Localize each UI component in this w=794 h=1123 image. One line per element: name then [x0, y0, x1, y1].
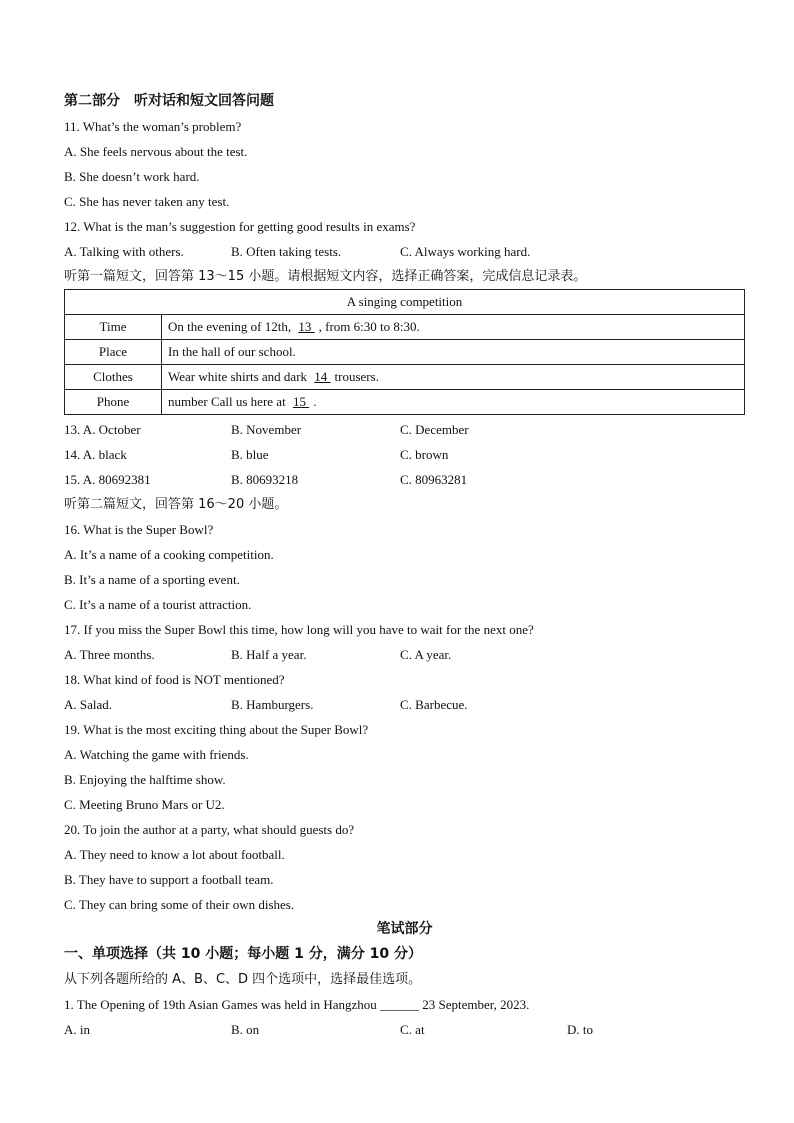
- q18-option-a: A. Salad.: [64, 697, 113, 712]
- time-post: , from 6:30 to 8:30.: [318, 319, 420, 334]
- q13-option-c: C. December: [400, 422, 469, 437]
- q16-option-c: C. It’s a name of a tourist attraction.: [64, 597, 252, 612]
- question-11: 11. What’s the woman’s problem?: [64, 119, 242, 134]
- table-title: A singing competition: [65, 290, 745, 315]
- q15-option-c: C. 80963281: [400, 472, 468, 487]
- passage1-intro: 听第一篇短文，回答第 13～15 小题。请根据短文内容，选择正确答案，完成信息记录表。: [64, 269, 587, 284]
- part2-heading: 第二部分 听对话和短文回答问题: [64, 93, 274, 109]
- time-pre: On the evening of 12th,: [168, 319, 295, 334]
- q20-option-b: B. They have to support a football team.: [64, 872, 274, 887]
- q15-options: [64, 467, 745, 492]
- q17-options: [64, 642, 745, 667]
- question-18: 18. What kind of food is NOT mentioned?: [64, 672, 285, 687]
- blank-14: 14: [314, 369, 331, 384]
- q15-option-a: 15. A. 80692381: [64, 472, 151, 487]
- q17-option-c: C. A year.: [400, 647, 452, 662]
- phone-post: .: [313, 394, 317, 409]
- clothes-post: trousers.: [334, 369, 379, 384]
- q12-option-b: B. Often taking tests.: [231, 244, 342, 259]
- q19-option-a: A. Watching the game with friends.: [64, 747, 249, 762]
- q19-option-b: B. Enjoying the halftime show.: [64, 772, 226, 787]
- question-16: 16. What is the Super Bowl?: [64, 522, 214, 537]
- q16-option-a: A. It’s a name of a cooking competition.: [64, 547, 274, 562]
- time-label: Time: [65, 315, 162, 340]
- place-label: Place: [65, 340, 162, 365]
- q1-options: [64, 1017, 745, 1042]
- question-20: 20. To join the author at a party, what should guests do?: [64, 822, 355, 837]
- q17-option-b: B. Half a year.: [231, 647, 307, 662]
- q16-option-b: B. It’s a name of a sporting event.: [64, 572, 240, 587]
- q13-option-a: 13. A. October: [64, 422, 141, 437]
- blank-13: 13: [298, 319, 315, 334]
- q12-options: [64, 239, 745, 264]
- q13-option-b: B. November: [231, 422, 302, 437]
- q11-option-c: C. She has never taken any test.: [64, 194, 230, 209]
- q1-option-b: B. on: [231, 1022, 260, 1037]
- question-17: 17. If you miss the Super Bowl this time, how long will you have to wait for the next one?: [64, 622, 534, 637]
- clothes-pre: Wear white shirts and dark: [168, 369, 311, 384]
- q12-option-c: C. Always working hard.: [400, 244, 531, 259]
- place-value: In the hall of our school.: [162, 340, 745, 365]
- section1-instructions: 从下列各题所给的 A、B、C、D 四个选项中，选择最佳选项。: [64, 972, 422, 987]
- q11-option-b: B. She doesn’t work hard.: [64, 169, 200, 184]
- q20-option-a: A. They need to know a lot about football.: [64, 847, 285, 862]
- q11-option-a: A. She feels nervous about the test.: [64, 144, 248, 159]
- q19-option-c: C. Meeting Bruno Mars or U2.: [64, 797, 225, 812]
- question-12: 12. What is the man’s suggestion for getting good results in exams?: [64, 219, 416, 234]
- info-record-table: [64, 289, 745, 415]
- q14-option-b: B. blue: [231, 447, 269, 462]
- q18-option-c: C. Barbecue.: [400, 697, 468, 712]
- q12-option-a: A. Talking with others.: [64, 244, 184, 259]
- question-1: 1. The Opening of 19th Asian Games was held in Hangzhou ______ 23 September, 2023.: [64, 997, 530, 1012]
- section1-title: 一、单项选择（共 10 小题；每小题 1 分，满分 10 分）: [64, 946, 422, 962]
- q17-option-a: A. Three months.: [64, 647, 155, 662]
- q14-options: [64, 442, 745, 467]
- table-row: [65, 315, 745, 340]
- exam-page: [64, 88, 745, 1042]
- blank-15: 15: [292, 394, 310, 409]
- q18-options: [64, 692, 745, 717]
- clothes-value: [162, 365, 745, 390]
- phone-label: Phone: [65, 390, 162, 415]
- q1-option-c: C. at: [400, 1022, 425, 1037]
- clothes-label: Clothes: [65, 365, 162, 390]
- written-part-heading: 笔试部分: [376, 921, 433, 937]
- q1-option-a: A. in: [64, 1022, 90, 1037]
- table-row: [65, 365, 745, 390]
- q20-option-c: C. They can bring some of their own dishes.: [64, 897, 295, 912]
- table-row: [65, 390, 745, 415]
- q14-option-c: C. brown: [400, 447, 449, 462]
- q14-option-a: 14. A. black: [64, 447, 127, 462]
- q1-option-d: D. to: [567, 1022, 593, 1037]
- time-value: [162, 315, 745, 340]
- q18-option-b: B. Hamburgers.: [231, 697, 314, 712]
- phone-pre: number Call us here at: [168, 394, 289, 409]
- passage2-intro: 听第二篇短文，回答第 16～20 小题。: [64, 497, 288, 512]
- q15-option-b: B. 80693218: [231, 472, 299, 487]
- phone-value: [162, 390, 745, 415]
- q13-options: [64, 417, 745, 442]
- question-19: 19. What is the most exciting thing about the Super Bowl?: [64, 722, 369, 737]
- table-row: [65, 340, 745, 365]
